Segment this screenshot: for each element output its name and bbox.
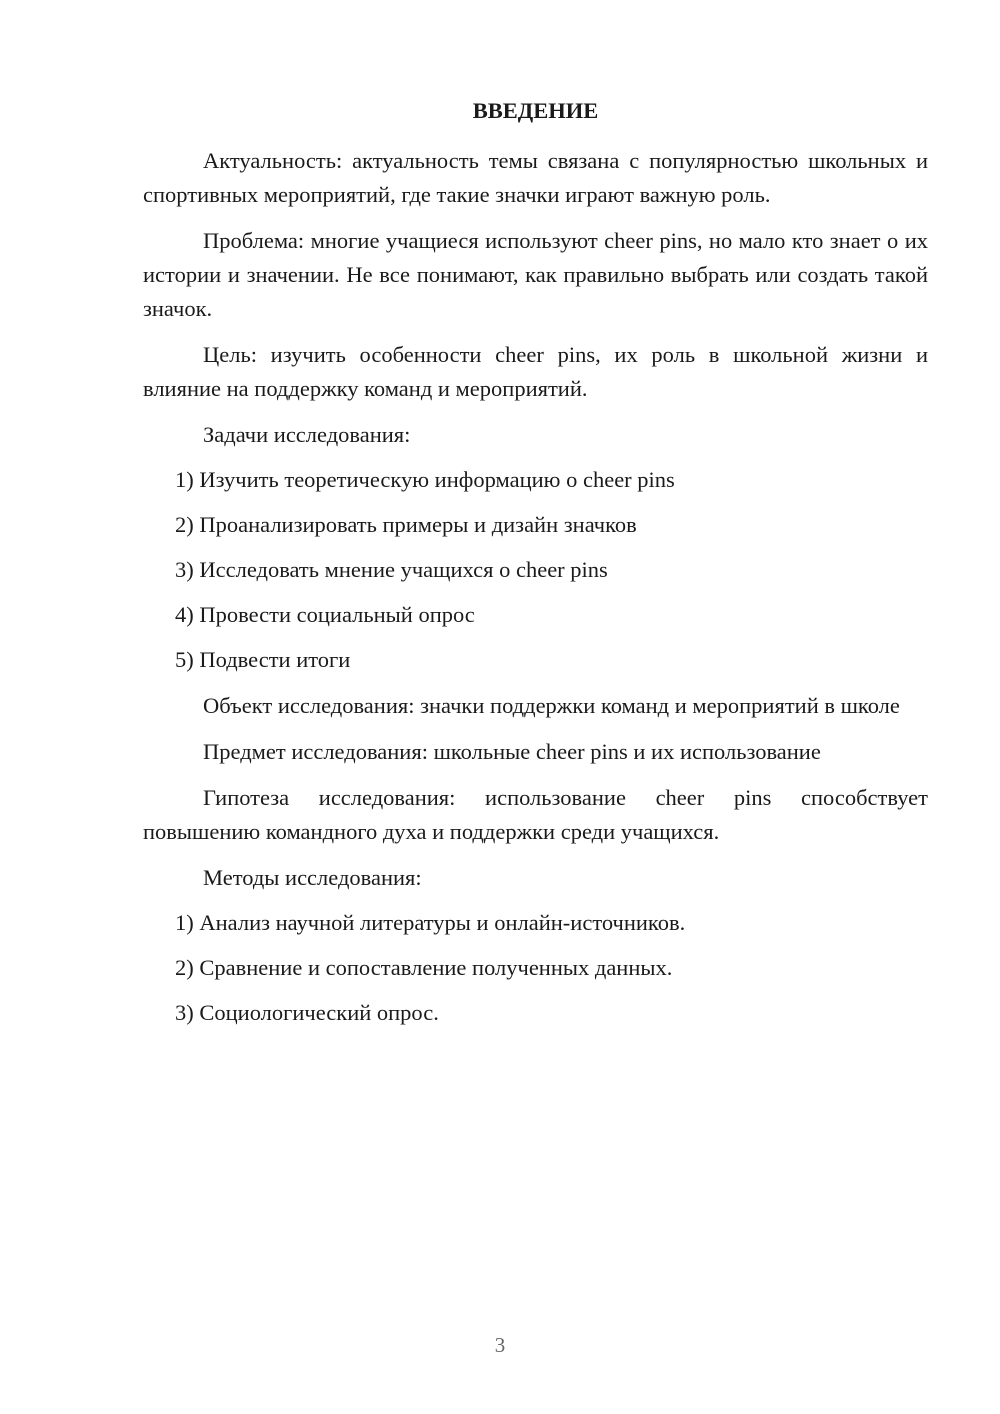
list-item: 1) Изучить теоретическую информацию о cheer pins	[175, 467, 675, 492]
list-item: 3) Исследовать мнение учащихся о cheer pins	[175, 557, 608, 582]
object-paragraph: Объект исследования: значки поддержки команд и мероприятий в школе	[203, 693, 900, 718]
page-number: 3	[494, 1333, 506, 1357]
tasks-heading: Задачи исследования:	[203, 422, 411, 447]
list-item: 1) Анализ научной литературы и онлайн-источников.	[175, 910, 686, 935]
methods-heading: Методы исследования:	[203, 865, 422, 890]
methods-list	[143, 906, 928, 1030]
section-title: ВВЕДЕНИЕ	[472, 98, 599, 123]
list-item: 2) Сравнение и сопоставление полученных данных.	[175, 955, 673, 980]
page-content	[143, 94, 928, 1030]
hypothesis-paragraph: Гипотеза исследования: использование cheer pins способствует повышению командного духа и поддержки среди учащихся.	[143, 785, 928, 844]
problem-paragraph: Проблема: многие учащиеся используют cheer pins, но мало кто знает о их истории и значении. Не все понимают, как правильно выбрать или создать такой значок.	[143, 228, 928, 321]
list-item: 3) Социологический опрос.	[175, 1000, 439, 1025]
list-item: 4) Провести социальный опрос	[175, 602, 475, 627]
list-item: 5) Подвести итоги	[175, 647, 351, 672]
relevance-paragraph: Актуальность: актуальность темы связана с популярностью школьных и спортивных мероприятий, где такие значки играют важную роль.	[143, 148, 928, 207]
tasks-list	[143, 463, 928, 677]
subject-paragraph: Предмет исследования: школьные cheer pins и их использование	[203, 739, 821, 764]
goal-paragraph: Цель: изучить особенности cheer pins, их роль в школьной жизни и влияние на поддержку команд и мероприятий.	[143, 342, 928, 401]
list-item: 2) Проанализировать примеры и дизайн значков	[175, 512, 637, 537]
